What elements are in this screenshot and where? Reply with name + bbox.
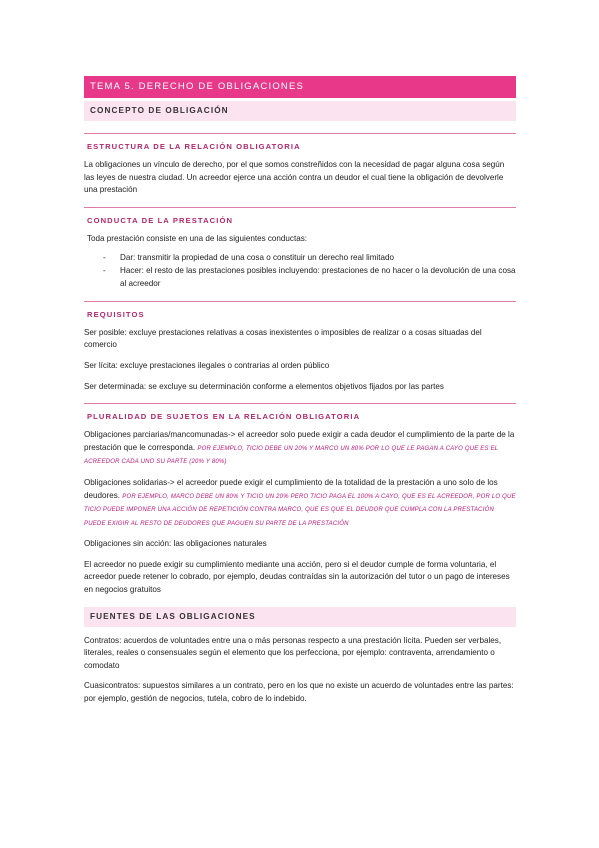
solidarias-paragraph: Obligaciones solidarias-> el acreedor puede exigir el cumplimiento de la totalidad de la prestación a uno solo de los deudores. POR EJEMPLO, MARCO DEBE UN 80% Y TICIO UN 20% PERO TICIO PAGA EL 100% A CAYO, QUE ES EL ACREEDOR, POR LO QUE TICIO PUEDE IMPONER UNA ACCIÓN DE REPETICIÓN CONTRA MARCO, QUE ES QUE EL DEUDOR QUE CUMPLA CON LA PRESTACIÓN PUEDE EXIGIR AL RESTO DE DEUDORES QUE PAGUEN SU PARTE DE LA PRESTACIÓN xyxy=(84,477,516,527)
parciarias-paragraph: Obligaciones parciarias/mancomunadas-> el acreedor solo puede exigir a cada deudor el cumplimiento de la parte de la prestación que le corresponda. POR EJEMPLO, TICIO DEBE UN 20% Y MARCO UN 80% POR LO QUE LE PAGAN A CAYO QUE ES EL ACREEDOR CADA UNO SU PARTE (20% Y 80%) xyxy=(84,430,515,466)
dash-bullet: - xyxy=(103,266,106,276)
conducta-intro: Toda prestación consiste en una de las siguientes conductas: xyxy=(87,233,308,243)
sin-accion-text: Obligaciones sin acción: las obligaciones naturales xyxy=(84,539,267,549)
section-concepto-heading: CONCEPTO DE OBLIGACIÓN xyxy=(84,101,516,121)
contratos-text: Contratos: acuerdos de voluntades entre una o más personas respecto a una prestación lícita. Pueden ser verbales, literales, reales o consensuales según el elemento que los perfecciona, por ejemplo: contraventa, arrendamiento o comodato xyxy=(84,635,502,670)
subhead-conducta: CONDUCTA DE LA PRESTACIÓN xyxy=(84,207,516,225)
conducta-list xyxy=(84,252,516,290)
subhead-pluralidad: PLURALIDAD DE SUJETOS EN LA RELACIÓN OBLIGATORIA xyxy=(84,403,516,421)
estructura-text: La obligaciones un vínculo de derecho, por el que somos constreñidos con la necesidad de pagar alguna cosa según las leyes de nuestra ciudad. Un acreedor ejerce una acción contra un deudor el cual tiene la obligación de devolverle una prestación xyxy=(84,160,505,195)
subhead-estructura: ESTRUCTURA DE LA RELACIÓN OBLIGATORIA xyxy=(84,133,516,151)
dash-bullet: - xyxy=(103,253,106,263)
list-item: - Hacer: el resto de las prestaciones posibles incluyendo: prestaciones de no hacer o la devolución de una cosa al acreedor xyxy=(103,266,516,288)
parciarias-example: POR EJEMPLO, TICIO DEBE UN 20% Y MARCO UN 80% POR LO QUE LE PAGAN A CAYO QUE ES EL ACREEDOR CADA UNO SU PARTE (20% Y 80%) xyxy=(84,445,499,466)
requisito-licita: Ser lícita: excluye prestaciones ilegales o contrarias al orden público xyxy=(84,360,330,370)
document-page xyxy=(84,76,516,706)
solidarias-example: POR EJEMPLO, MARCO DEBE UN 80% Y TICIO UN 20% PERO TICIO PAGA EL 100% A CAYO, QUE ES EL ACREEDOR, POR LO QUE TICIO PUEDE IMPONER UNA ACCIÓN DE REPETICIÓN CONTRA MARCO, QUE ES QUE EL DEUDOR QUE CUMPLA CON LA PRESTACIÓN PUEDE EXIGIR AL RESTO DE DEUDORES QUE PAGUEN SU PARTE DE LA PRESTACIÓN xyxy=(84,493,516,527)
cuasicontratos-text: Cuasicontratos: supuestos similares a un contrato, pero en los que no existe un acuerdo de voluntades entre las partes: por ejemplo, gestión de negocios, tutela, cobro de lo indebido. xyxy=(84,681,514,704)
subhead-requisitos: REQUISITOS xyxy=(84,301,516,319)
section-fuentes-heading: FUENTES DE LAS OBLIGACIONES xyxy=(84,607,516,627)
list-item: - Dar: transmitir la propiedad de una cosa o constituir un derecho real limitado xyxy=(84,252,516,265)
document-title: TEMA 5. DERECHO DE OBLIGACIONES xyxy=(84,76,516,98)
requisito-posible: Ser posible: excluye prestaciones relativas a cosas inexistentes o imposibles de realizar o a cosas situadas del comercio xyxy=(84,327,482,350)
requisito-determinada: Ser determinada: se excluye su determinación conforme a elementos objetivos fijados por las partes xyxy=(84,381,444,391)
acreedor-text: El acreedor no puede exigir su cumplimiento mediante una acción, pero si el deudor cumple de forma voluntaria, el acreedor puede retener lo cobrado, por ejemplo, deudas contraídas sin la autorización del tutor o un pago de intereses en negocios gratuitos xyxy=(84,559,510,595)
